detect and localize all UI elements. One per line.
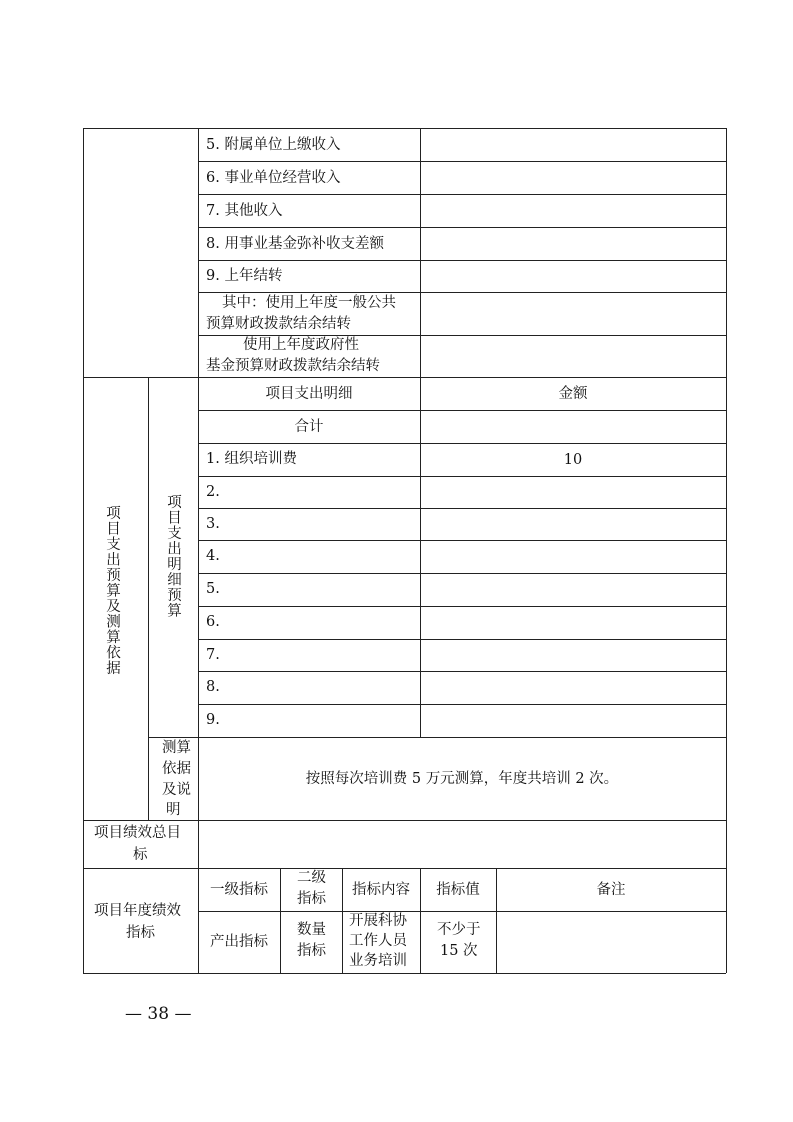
basis-label-2: 依据 [162, 761, 191, 777]
income-row-9: 9. 上年结转 [206, 268, 283, 284]
row-value-1: 不少于 [437, 922, 481, 938]
page-number-footer: — 38 — [125, 1004, 192, 1024]
row-content-1: 开展科协 [349, 913, 407, 929]
income-row-6: 6. 事业单位经营收入 [206, 170, 341, 186]
table-right-border [726, 128, 727, 973]
expense-item-2: 2. [206, 484, 220, 500]
header-value: 指标值 [436, 881, 480, 898]
annual-label-2: 指标 [126, 925, 155, 941]
table-top-border [83, 128, 726, 129]
page-number: 38 [147, 1004, 170, 1024]
income-row-7: 7. 其他收入 [206, 203, 283, 219]
expense-item-6: 6. [206, 614, 220, 630]
expense-item-5: 5. [206, 581, 220, 597]
basis-text: 按照每次培训费 5 万元测算，年度共培训 2 次。 [305, 770, 619, 787]
income-row-5: 5. 附属单位上缴收入 [206, 137, 341, 153]
header-amount: 金额 [558, 385, 588, 402]
basis-label-4: 明 [166, 802, 181, 818]
basis-label-1: 测算 [162, 740, 191, 756]
expense-item-9: 9. [206, 712, 220, 728]
row-level2-1: 数量 [297, 922, 326, 938]
expense-item-4: 4. [206, 548, 220, 564]
expense-item-3: 3. [206, 516, 220, 532]
header-level1: 一级指标 [210, 881, 268, 898]
carryover-general-line2: 预算财政拨款结余结转 [206, 316, 351, 332]
header-level2-2: 指标 [297, 891, 326, 907]
row-level1: 产出指标 [210, 934, 268, 950]
header-content: 指标内容 [352, 881, 410, 898]
basis-label-3: 及说 [162, 782, 191, 798]
expense-outer-label: 项目支出预算及测算依据 [104, 505, 120, 676]
carryover-general-line1: 其中：使用上年度一般公共 [222, 295, 396, 311]
expense-item-8: 8. [206, 679, 220, 695]
row-content-2: 工作人员 [349, 933, 407, 949]
table-left-border [83, 128, 84, 973]
total-label: 合计 [294, 418, 324, 435]
overall-goal-label-2: 标 [133, 847, 148, 863]
carryover-fund-line1: 使用上年度政府性 [243, 337, 359, 353]
overall-goal-label-1: 项目绩效总目 [94, 825, 181, 841]
income-row-8: 8. 用事业基金弥补收支差额 [206, 236, 384, 252]
annual-label-1: 项目年度绩效 [94, 903, 181, 919]
row-level2-2: 指标 [297, 943, 326, 959]
expense-item-1: 1. 组织培训费 [206, 451, 297, 467]
carryover-fund-line2: 基金预算财政拨款结余结转 [206, 358, 380, 374]
row-value-2: 15 次 [440, 943, 478, 959]
header-item: 项目支出明细 [265, 385, 353, 402]
table-bottom-border [83, 973, 726, 974]
expense-amount-1: 10 [563, 451, 583, 468]
header-remark: 备注 [596, 881, 626, 898]
expense-inner-label: 项目支出明细预算 [165, 494, 181, 618]
header-level2-1: 二级 [297, 870, 326, 886]
expense-item-7: 7. [206, 647, 220, 663]
row-content-3: 业务培训 [349, 953, 407, 969]
